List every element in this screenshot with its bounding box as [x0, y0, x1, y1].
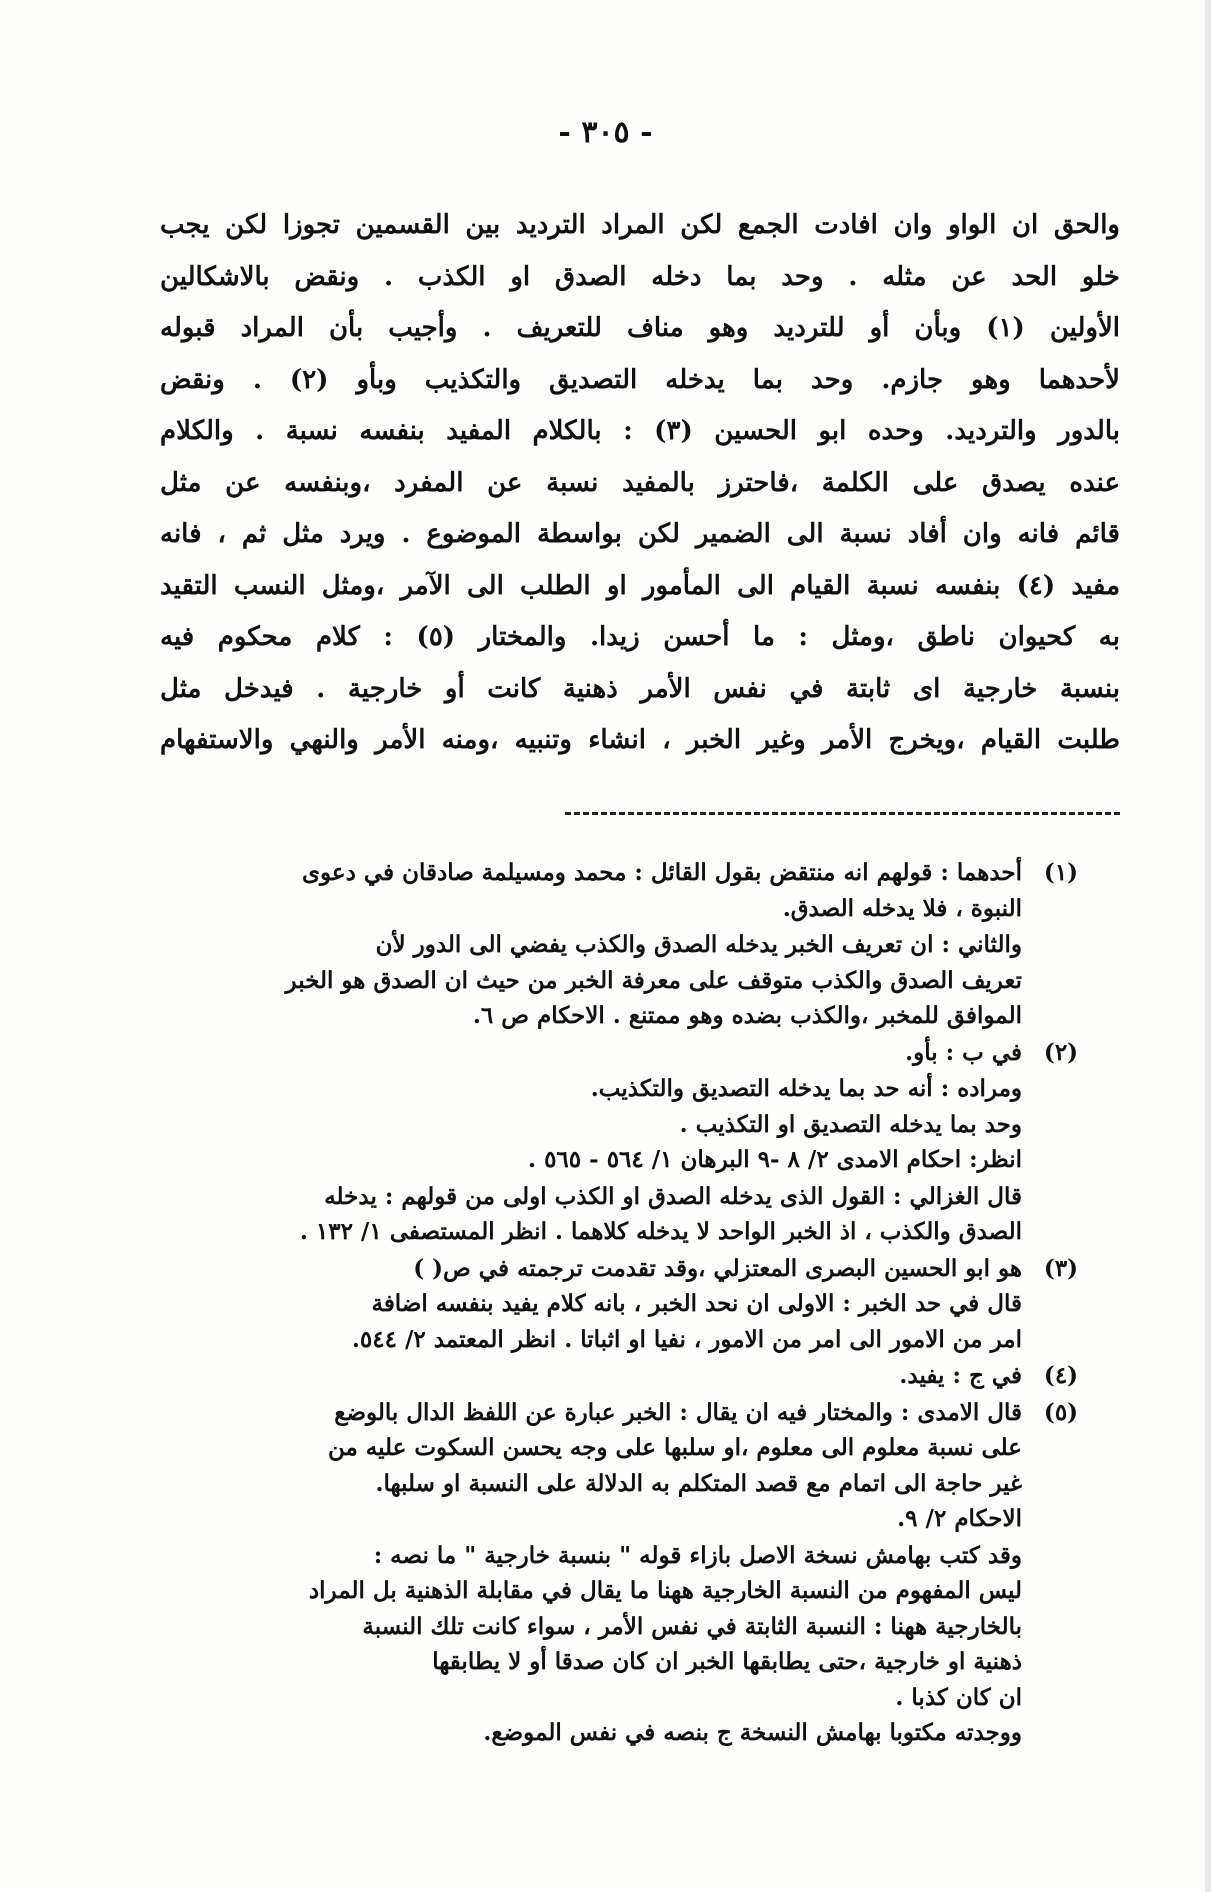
main-text-line: بنسبة خارجية اى ثابتة في نفس الأمر ذهنية كانت أو خارجية . فيدخل مثل [160, 673, 1120, 704]
footnote-marginal-note [130, 1538, 1100, 1751]
footnote-line: وحد بما يدخله التصديق او التكذيب . [679, 1110, 1022, 1138]
main-text-line: بالدور والترديد. وحده ابو الحسين (٣) : بالكلام المفيد بنفسه نسبة . والكلام [160, 416, 1120, 446]
footnote-body [130, 855, 1022, 926]
footnote-number: (٤) [1043, 1362, 1079, 1389]
footnote [130, 855, 1100, 926]
footnote-line: امر من الامور الى امر من الامور ، نفيا او اثباتا . انظر المعتمد ٢/ ٥٤٤. [351, 1325, 1022, 1353]
footnote-line: والثاني : ان تعريف الخبر يدخله الصدق والكذب يفضي الى الدور لأن [375, 931, 1022, 958]
marginal-note-line: ووجدته مكتوبا بهامش النسخة ج بنصه في نفس الموضع. [483, 1719, 1022, 1746]
footnote-line: في ب : بأو. [905, 1038, 1022, 1066]
footnote-body [130, 1395, 1022, 1537]
main-text-line: طلبت القيام ،ويخرج الأمر وغير الخبر ، انشاء وتنبيه ،ومنه الأمر والنهي والاستفهام [160, 725, 1120, 755]
footnote-line: أحدهما : قولهم انه منتقض بقول القائل : محمد ومسيلمة صادقان في دعوى [302, 859, 1022, 886]
footnote-line: تعريف الصدق والكذب متوقف على معرفة الخبر من حيث ان الصدق هو الخبر [285, 966, 1022, 994]
main-text-line: مفيد (٤) بنفسه نسبة القيام الى المأمور او الطلب الى الآمر ،ومثل النسب التقيد [160, 570, 1120, 601]
footnote [130, 1251, 1100, 1358]
footnote-body [130, 927, 1022, 1034]
footnote-body [130, 1251, 1022, 1358]
footnote-line: غير حاجة الى اتمام مع قصد المتكلم به الدلالة على النسبة او سلبها. [375, 1469, 1022, 1497]
main-text-line: لأحدهما وهو جازم. وحد بما يدخله التصديق والتكذيب وبأو (٢) . ونقض [160, 364, 1120, 395]
footnote-body [130, 1035, 1022, 1071]
footnote [130, 1071, 1100, 1178]
footnote-separator [565, 812, 1120, 815]
footnote-line: هو ابو الحسين البصرى المعتزلي ،وقد تقدمت ترجمته في ص( ) [413, 1254, 1022, 1282]
main-text-line: قائم فانه وان أفاد نسبة الى الضمير لكن بواسطة الموضوع . ويرد مثل ثم ، فانه [160, 519, 1120, 549]
main-text-line: عنده يصدق على الكلمة ،فاحترز بالمفيد نسبة عن المفرد ،وبنفسه عن مثل [160, 467, 1120, 498]
footnote-line: في ج : يفيد. [899, 1362, 1022, 1389]
marginal-note-line: ان كان كذبا . [895, 1683, 1022, 1711]
footnotes-section [130, 855, 1100, 1751]
footnote-body [130, 1071, 1022, 1178]
footnote-number: (٣) [1043, 1254, 1079, 1282]
marginal-note-line: ذهنية او خارجية ،حتى يطابقها الخبر ان كان صدقا أو لا يطابقها [432, 1648, 1022, 1675]
main-text-body [160, 200, 1120, 767]
main-text-line: خلو الحد عن مثله . وحد بما دخله الصدق او الكذب . ونقض بالاشكالين [160, 261, 1120, 292]
footnote-line: النبوة ، فلا يدخله الصدق. [782, 894, 1022, 922]
footnote [130, 1395, 1100, 1537]
footnote-line: الصدق والكذب ، اذ الخبر الواحد لا يدخله كلاهما . انظر المستصفى ١/ ١٣٢ . [299, 1218, 1022, 1245]
marginal-note-line: وقد كتب بهامش نسخة الاصل بازاء قوله " بنسبة خارجية " ما نصه : [373, 1541, 1022, 1569]
main-text-line: والحق ان الواو وان افادت الجمع لكن المراد الترديد بين القسمين تجوزا لكن يجب [160, 210, 1120, 240]
footnote [130, 1358, 1100, 1394]
footnote-number: (١) [1043, 859, 1079, 886]
footnote-line: ومراده : أنه حد بما يدخله التصديق والتكذيب. [590, 1075, 1022, 1102]
footnote-line: قال الامدى : والمختار فيه ان يقال : الخبر عبارة عن اللفظ الدال بالوضع [334, 1398, 1022, 1426]
footnote [130, 1179, 1100, 1250]
footnote-body [130, 1358, 1022, 1394]
footnote-line: انظر: احكام الامدى ٢/ ٨ -٩ البرهان ١/ ٥٦٤ - ٥٦٥ . [528, 1146, 1022, 1173]
scan-edge [1205, 0, 1211, 1892]
main-text-line: الأولين (١) وبأن أو للترديد وهو مناف للتعريف . وأجيب بأن المراد قبوله [160, 313, 1120, 343]
footnote-line: قال الغزالي : القول الذى يدخله الصدق او الكذب اولى من قولهم : يدخله [324, 1182, 1022, 1210]
footnote-line: الاحكام ٢/ ٩. [897, 1505, 1022, 1532]
marginal-note-line: ليس المفهوم من النسبة الخارجية ههنا ما يقال في مقابلة الذهنية بل المراد [308, 1577, 1022, 1604]
footnote-line: على نسبة معلوم الى معلوم ،او سلبها على وجه يحسن السكوت عليه من [327, 1434, 1022, 1461]
footnote-number: (٢) [1043, 1038, 1079, 1066]
page-number: - ٣٠٥ - [558, 115, 653, 150]
footnote [130, 1035, 1100, 1071]
footnote-line: الموافق للمخبر ،والكذب بضده وهو ممتنع . الاحكام ص ٦. [472, 1002, 1022, 1029]
footnote [130, 927, 1100, 1034]
marginal-note-line: بالخارجية ههنا : النسبة الثابتة في نفس الأمر ، سواء كانت تلك النسبة [362, 1612, 1022, 1640]
footnote-body [130, 1179, 1022, 1250]
footnote-number: (٥) [1043, 1398, 1079, 1426]
main-text-line: به كحيوان ناطق ،ومثل : ما أحسن زيدا. والمختار (٥) : كلام محكوم فيه [160, 622, 1120, 652]
footnote-line: قال في حد الخبر : الاولى ان نحد الخبر ، بانه كلام يفيد بنفسه اضافة [371, 1290, 1022, 1317]
